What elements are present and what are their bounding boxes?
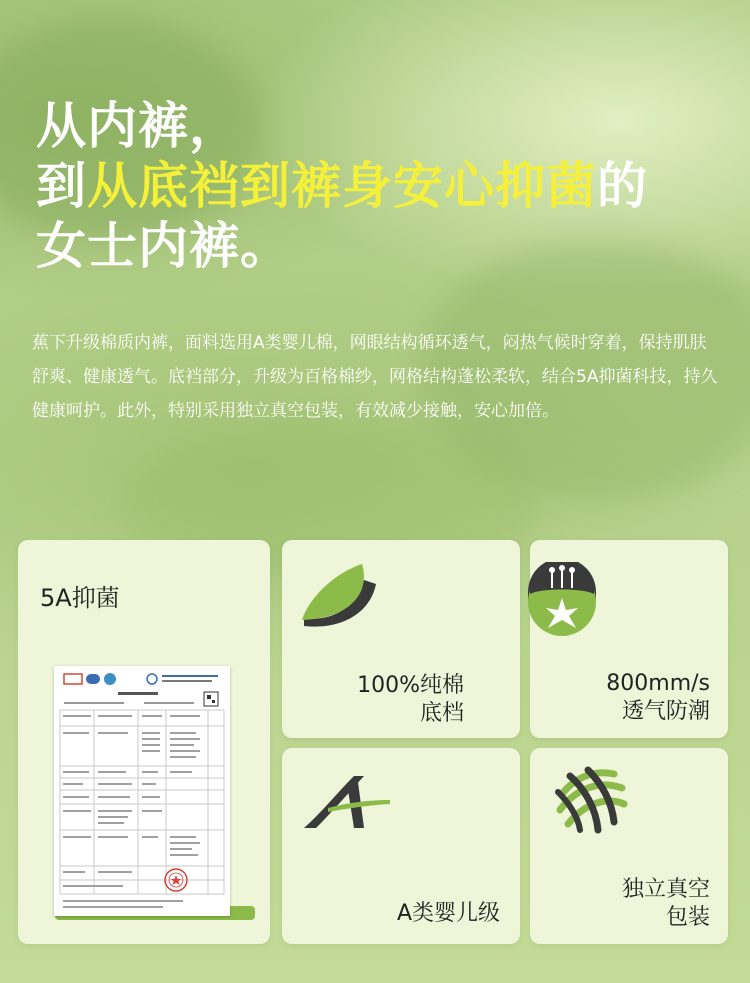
letter-a-icon — [302, 772, 392, 832]
breathable-circle-icon — [524, 562, 600, 638]
headline-line-2: 到从底裆到裤身安心抑菌的 — [36, 157, 648, 215]
cotton-leaf-icon — [298, 560, 388, 632]
intro-paragraph: 蕉下升级棉质内裤，面料选用A类婴儿棉，网眼结构循环透气，闷热气候时穿着，保持肌肤舒爽、健康透气。底裆部分，升级为百格棉纱，网格结构蓬松柔软，结合5A抑菌科技，持久健康呵护。此外，特别采用独立真空包装，有效减少接触，安心加倍。 — [32, 333, 718, 421]
woven-ball-icon — [552, 764, 628, 836]
feature-label: 独立真空 包装 — [621, 877, 710, 930]
feature-label: A类婴儿级 — [396, 901, 500, 926]
feature-label: 800mm/s 透气防潮 — [606, 671, 710, 724]
feature-card-cotton — [282, 540, 520, 738]
feature-card-packaging — [530, 748, 728, 944]
headline-highlight: 从底裆到裤身安心抑菌 — [87, 157, 597, 215]
feature-card-breathable — [530, 540, 728, 738]
feature-card-a-class — [282, 748, 520, 944]
test-report-image — [54, 666, 230, 916]
feature-label: 100%纯棉 底档 — [357, 673, 464, 726]
feature-label: 5A抑菌 — [40, 584, 120, 612]
headline — [36, 96, 648, 276]
headline-line-1: 从内裤， — [36, 97, 240, 155]
feature-card-antibacterial — [18, 540, 270, 944]
headline-line-3: 女士内裤。 — [36, 217, 291, 275]
test-report-document — [54, 666, 230, 916]
